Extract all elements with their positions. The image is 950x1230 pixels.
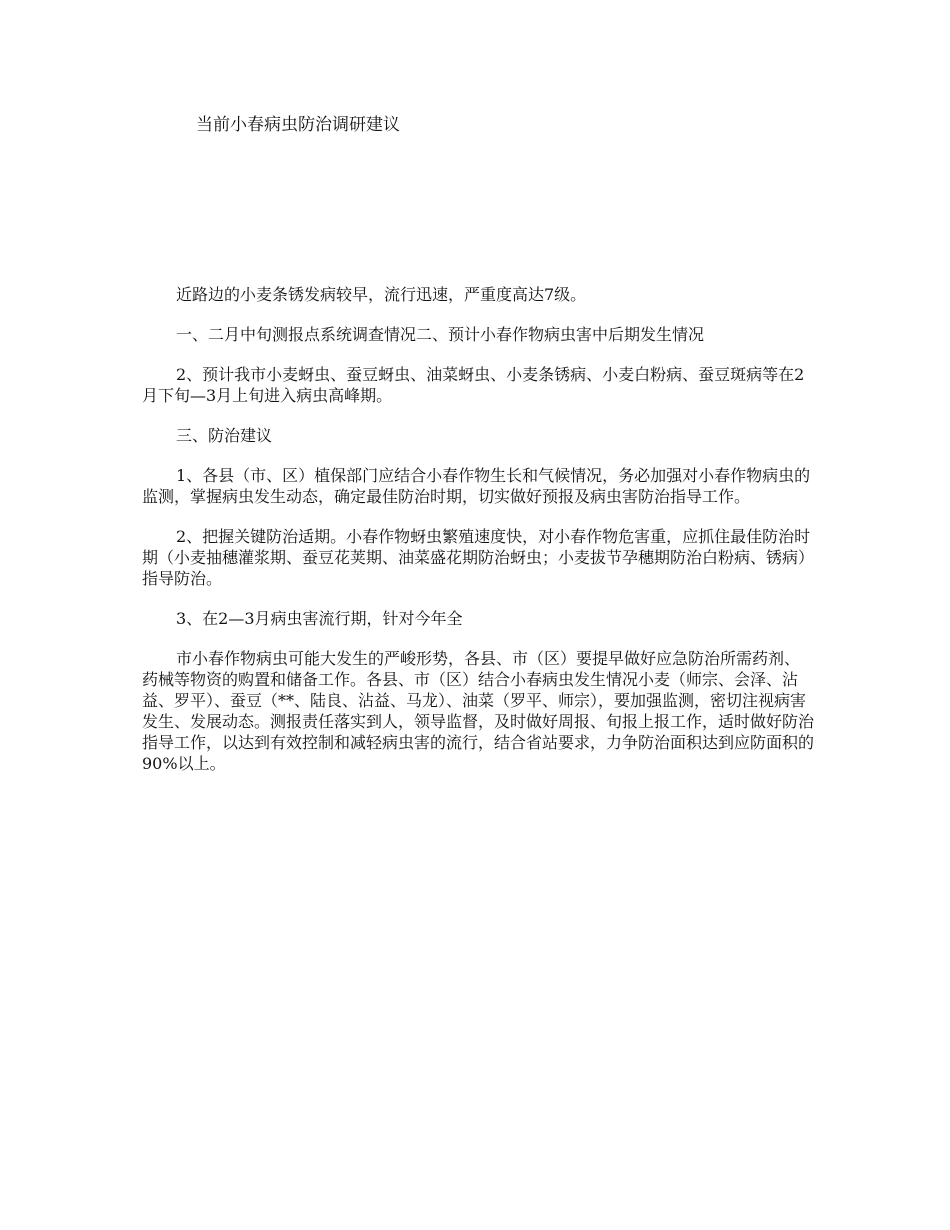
paragraph-recommendation-3: 3、在2—3月病虫害流行期，针对今年全: [176, 609, 463, 628]
paragraph-emergency-prep: 市小春作物病虫可能大发生的严峻形势，各县、市（区）要提早做好应急防治所需药剂、药械等物资的购置和储备工作。各县、市（区）结合小春病虫发生情况小麦（师宗、会泽、沾益、罗平）、蚕豆（**、陆良、沾益、马龙）、油菜（罗平、师宗），要加强监测，密切注视病害发生、发展动态。测报责任落实到人，领导监督，及时做好周报、旬报上报工作，适时做好防治指导工作，以达到有效控制和减轻病虫害的流行，结合省站要求，力争防治面积达到应防面积的90%以上。: [142, 649, 815, 773]
paragraph-recommendation-1: 1、各县（市、区）植保部门应结合小春作物生长和气候情况，务必加强对小春作物病虫的监测，掌握病虫发生动态，确定最佳防治时期，切实做好预报及病虫害防治指导工作。: [142, 466, 811, 506]
document-body: [142, 284, 814, 793]
paragraph-recommendation-2: 2、把握关键防治适期。小春作物蚜虫繁殖速度快，对小春作物危害重，应抓住最佳防治时期（小麦抽穗灌浆期、蚕豆花荚期、油菜盛花期防治蚜虫；小麦拔节孕穗期防治白粉病、锈病）指导防治。: [142, 527, 815, 588]
paragraph-section-3-heading: 三、防治建议: [176, 426, 273, 445]
paragraph-section-1-2-heading: 一、二月中旬测报点系统调查情况二、预计小春作物病虫害中后期发生情况: [176, 325, 705, 344]
document-title: 当前小春病虫防治调研建议: [196, 115, 400, 135]
paragraph-wheat-rust: 近路边的小麦条锈发病较早，流行迅速，严重度高达7级。: [176, 285, 587, 304]
paragraph-forecast-peak: 2、预计我市小麦蚜虫、蚕豆蚜虫、油菜蚜虫、小麦条锈病、小麦白粉病、蚕豆斑病等在2月下旬—3月上旬进入病虫高峰期。: [142, 365, 805, 405]
